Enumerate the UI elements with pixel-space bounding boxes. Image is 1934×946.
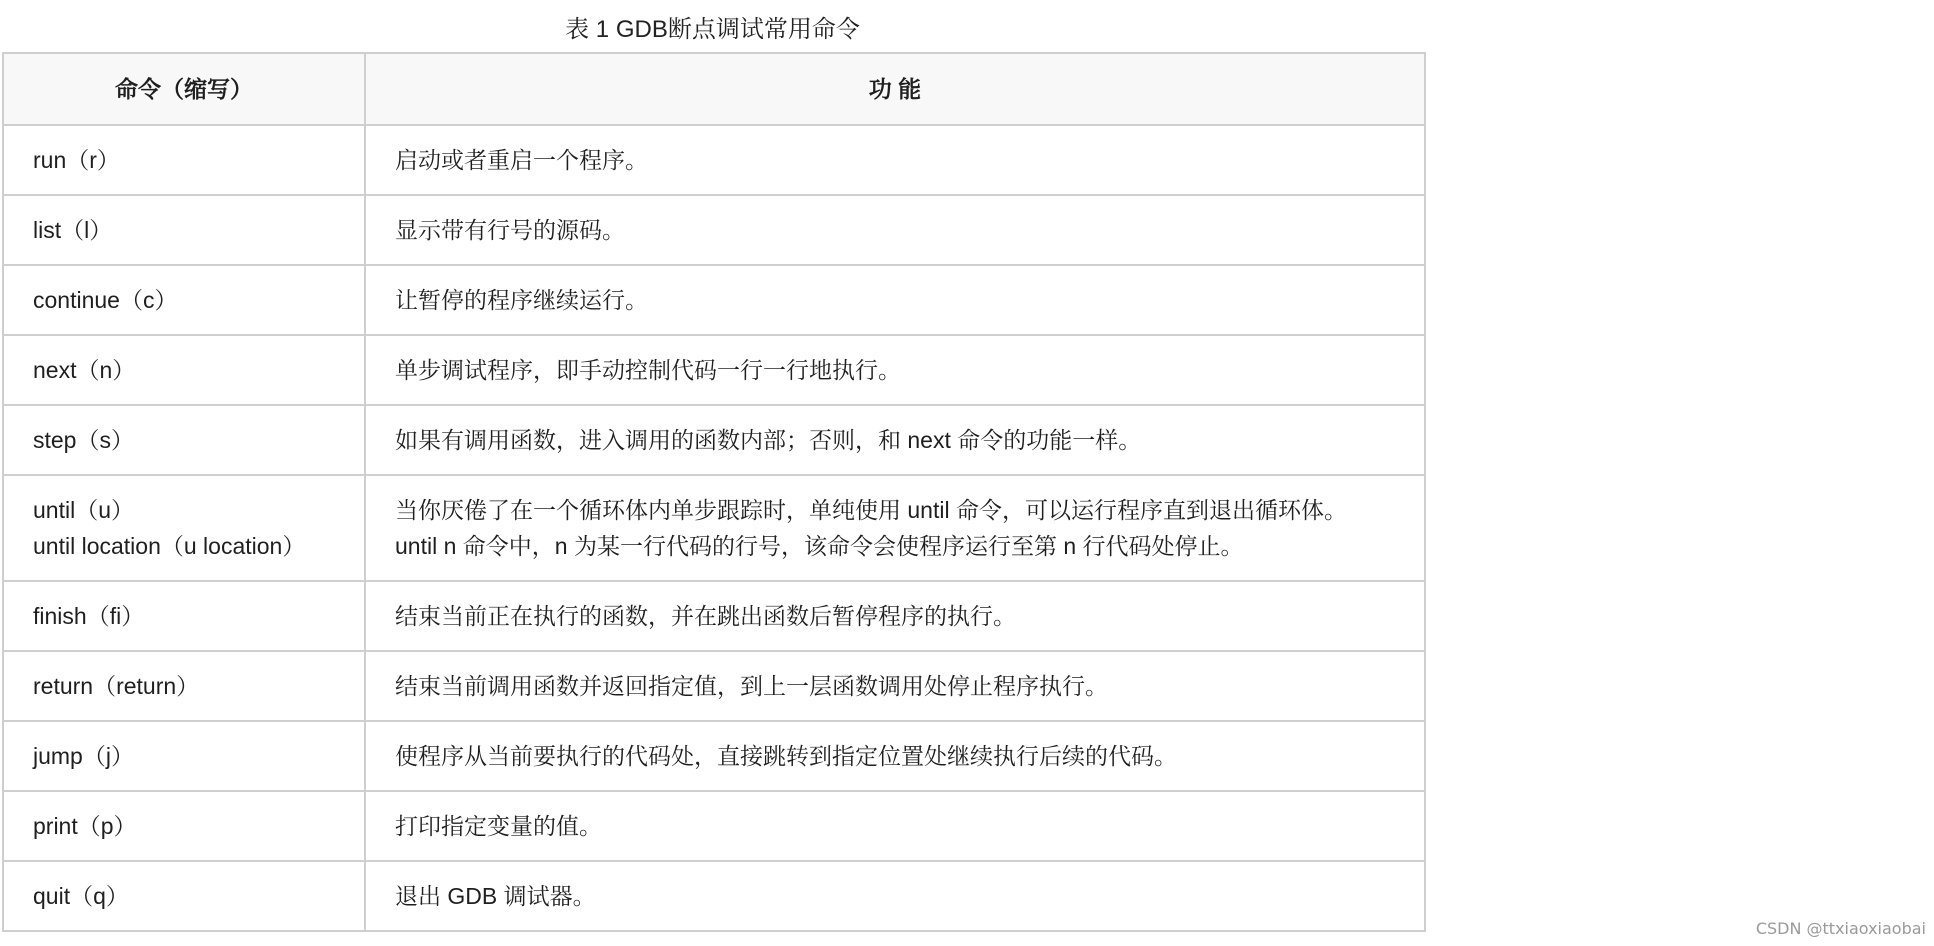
gdb-command-table [2,52,1426,932]
function-cell [365,265,1425,335]
function-cell [365,861,1425,931]
header-command: 命令（缩写） [3,53,365,125]
command-cell [3,581,365,651]
function-text: 结束当前正在执行的函数，并在跳出函数后暂停程序的执行。 [395,603,1016,629]
table-row [3,195,1425,265]
command-text: finish（fi） [33,603,145,629]
function-cell [365,721,1425,791]
table-row [3,581,1425,651]
table-row [3,475,1425,581]
command-text: until location（u location） [33,533,306,559]
function-cell [365,651,1425,721]
command-text: until（u） [33,497,134,523]
command-text: jump（j） [33,743,134,769]
command-cell [3,405,365,475]
function-cell [365,791,1425,861]
function-cell [365,405,1425,475]
header-row [3,53,1425,125]
function-text: 使程序从当前要执行的代码处，直接跳转到指定位置处继续执行后续的代码。 [395,743,1177,769]
table-row [3,405,1425,475]
header-function: 功 能 [365,53,1425,125]
function-cell [365,335,1425,405]
table-row [3,335,1425,405]
table-row [3,791,1425,861]
command-cell [3,475,365,581]
command-text: continue（c） [33,287,178,313]
command-cell [3,721,365,791]
function-text: 单步调试程序，即手动控制代码一行一行地执行。 [395,357,901,383]
command-text: next（n） [33,357,136,383]
command-cell [3,335,365,405]
function-cell [365,475,1425,581]
table-row [3,651,1425,721]
command-text: step（s） [33,427,134,453]
table-row [3,265,1425,335]
table-row [3,861,1425,931]
function-text: 如果有调用函数，进入调用的函数内部；否则，和 next 命令的功能一样。 [395,427,1142,453]
table-body [3,125,1425,931]
table-row [3,721,1425,791]
function-cell [365,195,1425,265]
command-cell [3,791,365,861]
watermark: CSDN @ttxiaoxiaobai [1755,919,1926,938]
command-cell [3,651,365,721]
table-row [3,125,1425,195]
function-text: 打印指定变量的值。 [395,813,602,839]
command-text: print（p） [33,813,137,839]
command-cell [3,265,365,335]
function-text: until n 命令中，n 为某一行代码的行号，该命令会使程序运行至第 n 行代码处停止。 [395,533,1244,559]
function-text: 退出 GDB 调试器。 [395,883,596,909]
command-cell [3,861,365,931]
command-text: list（l） [33,217,113,243]
function-text: 当你厌倦了在一个循环体内单步跟踪时，单纯使用 until 命令，可以运行程序直到退出循环体。 [395,497,1347,523]
function-cell [365,581,1425,651]
command-cell [3,125,365,195]
command-text: return（return） [33,673,200,699]
function-text: 启动或者重启一个程序。 [395,147,648,173]
function-text: 显示带有行号的源码。 [395,217,625,243]
command-text: run（r） [33,147,120,173]
command-text: quit（q） [33,883,129,909]
function-text: 结束当前调用函数并返回指定值，到上一层函数调用处停止程序执行。 [395,673,1108,699]
function-text: 让暂停的程序继续运行。 [395,287,648,313]
function-cell [365,125,1425,195]
table-caption: 表 1 GDB断点调试常用命令 [565,16,860,43]
command-cell [3,195,365,265]
